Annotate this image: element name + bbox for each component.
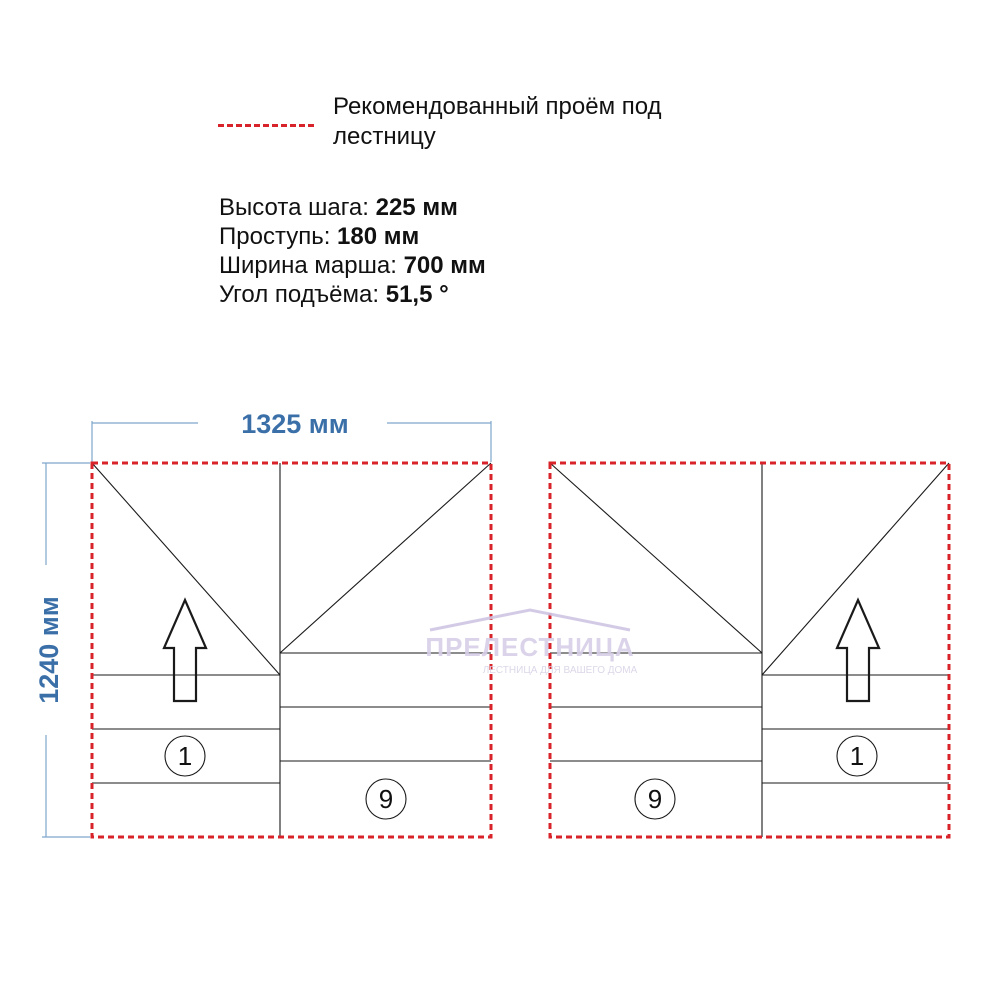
spec-tread-label: Проступь: bbox=[219, 223, 338, 250]
right-plan-step-last-label: 9 bbox=[647, 784, 663, 814]
watermark-brand: ПРЕЛЕСТНИЦА bbox=[425, 632, 635, 662]
spec-flight-width-value: 700 мм bbox=[403, 252, 486, 279]
watermark-tagline: ЛЕСТНИЦА ДЛЯ ВАШЕГО ДОМА bbox=[482, 665, 638, 676]
spec-tread-value: 180 мм bbox=[337, 223, 420, 250]
width-dimension-label: 1325 мм bbox=[241, 409, 349, 439]
watermark-roof-icon bbox=[430, 610, 630, 630]
left-plan-direction-arrow-icon bbox=[164, 600, 206, 701]
spec-step-height-label: Высота шага: bbox=[219, 194, 376, 221]
right-plan-winder-diagonal-left bbox=[550, 463, 762, 653]
right-plan-step-first-label: 1 bbox=[849, 741, 865, 771]
spec-flight-width-label: Ширина марша: bbox=[219, 252, 404, 279]
spec-step-height-value: 225 мм bbox=[375, 194, 458, 221]
spec-rise-angle-label: Угол подъёма: bbox=[219, 281, 386, 308]
left-plan-winder-diagonal bbox=[92, 463, 280, 675]
height-dimension-label: 1240 мм bbox=[34, 596, 64, 704]
right-plan-direction-arrow-icon bbox=[837, 600, 879, 701]
watermark bbox=[425, 610, 637, 676]
legend-label: Рекомендованный проём под лестницу bbox=[333, 93, 662, 150]
left-plan-step-first-label: 1 bbox=[177, 741, 193, 771]
right-plan-winder-diagonal bbox=[762, 463, 949, 675]
left-plan-step-last-label: 9 bbox=[378, 784, 394, 814]
spec-rise-angle-value: 51,5 ° bbox=[385, 281, 449, 308]
